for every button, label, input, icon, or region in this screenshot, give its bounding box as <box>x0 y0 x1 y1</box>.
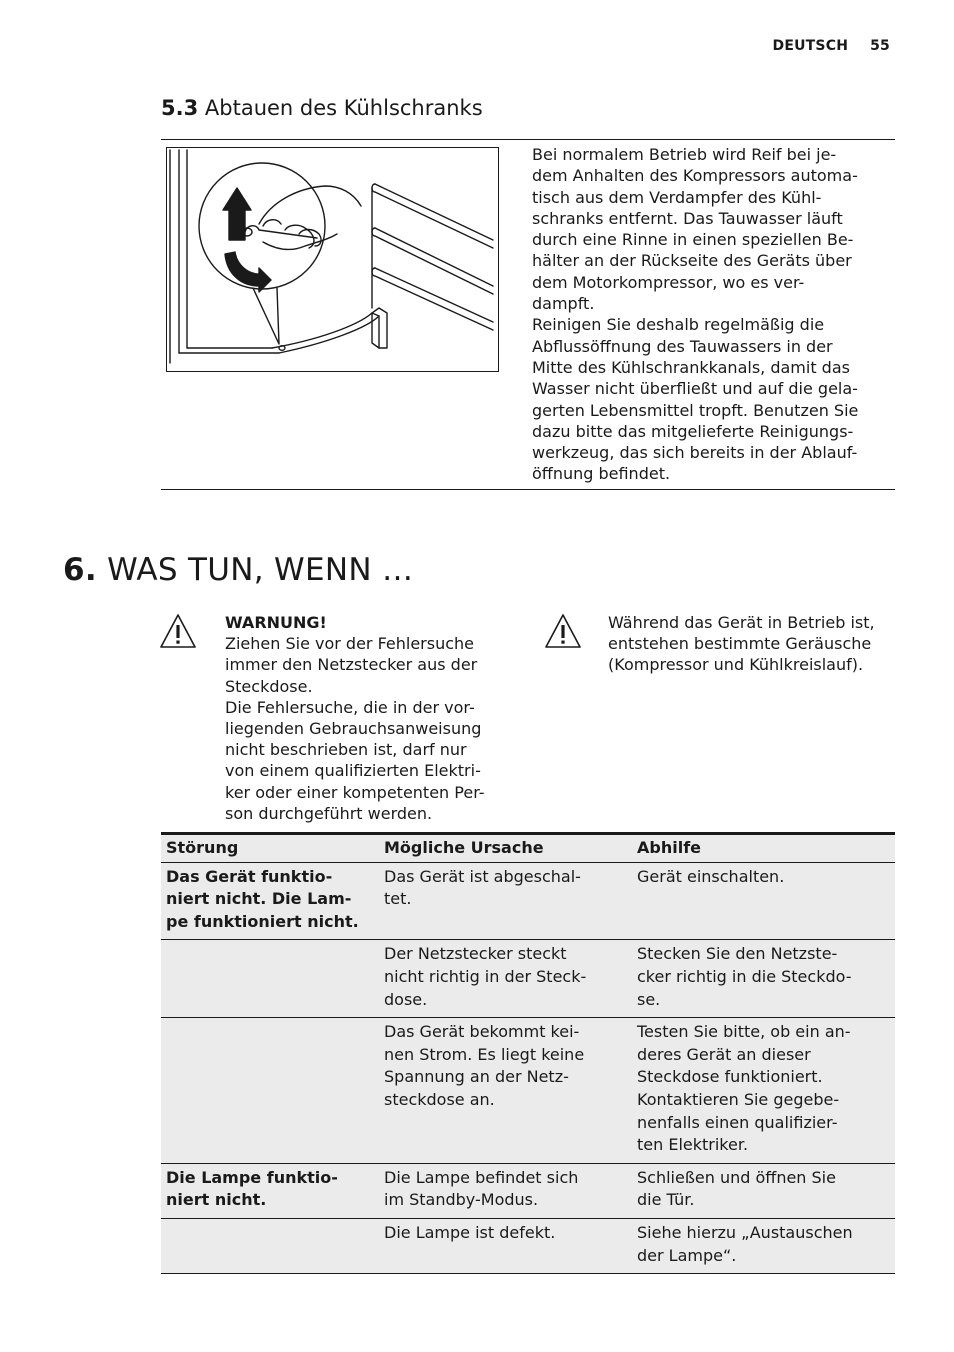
section-line: durch eine Rinne in einen speziellen Be- <box>532 230 854 250</box>
section-line: dazu bitte das mitgelieferte Reinigungs- <box>532 421 854 441</box>
warning-line: liegenden Gebrauchsanweisung <box>225 719 482 739</box>
remedy-cell: Stecken Sie den Netzste- cker richtig in die Steckdo- se. <box>637 944 852 1009</box>
section-line: Mitte des Kühlschrankkanals, damit das <box>532 357 850 377</box>
fault-cell <box>161 1218 379 1273</box>
remedy-cell: Gerät einschalten. <box>637 866 785 886</box>
section-line: dampft. <box>532 294 595 314</box>
section-line: gerten Lebensmittel tropft. Benutzen Sie <box>532 400 859 420</box>
section-line: Bei normalem Betrieb wird Reif bei je- <box>532 145 837 164</box>
warning-right <box>608 612 898 676</box>
warning-line: immer den Netzstecker aus der <box>225 655 478 675</box>
warning-triangle-icon <box>544 613 582 650</box>
section-line: hälter an der Rückseite des Geräts über <box>532 251 852 271</box>
section-line: Abflussöffnung des Tauwassers in der <box>532 336 833 356</box>
table-body <box>161 862 895 1274</box>
section-line: Wasser nicht überfließt und auf die gela- <box>532 379 858 399</box>
cause-cell: Die Lampe befindet sich im Standby-Modus. <box>384 1167 579 1210</box>
fridge-drain-illustration <box>167 148 498 371</box>
section-line: tisch aus dem Verdampfer des Kühl- <box>532 187 822 207</box>
warning-line: von einem qualifizierten Elektri- <box>225 761 481 781</box>
table-row <box>161 1018 895 1164</box>
header-language: DEUTSCH <box>772 38 849 54</box>
warning-line: nicht beschrieben ist, darf nur <box>225 740 467 760</box>
column-header-cause: Mögliche Ursache <box>379 834 632 863</box>
section-line: öffnung befindet. <box>532 464 671 484</box>
section-line: dem Motorkompressor, wo es ver- <box>532 272 805 292</box>
remedy-cell: Siehe hierzu „Austauschen der Lampe“. <box>637 1222 853 1265</box>
section-title <box>161 96 483 120</box>
fault-cell: Die Lampe funktio- niert nicht. <box>166 1167 338 1210</box>
warning-line: Die Fehlersuche, die in der vor- <box>225 697 475 717</box>
section-box <box>161 139 895 490</box>
fault-cell <box>161 1018 379 1164</box>
fault-cell <box>161 940 379 1018</box>
section-line: Reinigen Sie deshalb regelmäßig die <box>532 315 825 335</box>
section-line: dem Anhalten des Kompressors automa- <box>532 166 858 186</box>
section-number: 5.3 <box>161 96 199 120</box>
chapter-title-text: WAS TUN, WENN … <box>107 552 414 588</box>
troubleshooting-table <box>161 832 895 1274</box>
table-row <box>161 862 895 940</box>
table-row <box>161 1218 895 1273</box>
section-title-text: Abtauen des Kühlschranks <box>204 96 483 120</box>
info-line: Während das Gerät in Betrieb ist, <box>608 613 875 632</box>
remedy-cell: Schließen und öffnen Sie die Tür. <box>637 1167 836 1210</box>
cause-cell: Der Netzstecker steckt nicht richtig in der Steck- dose. <box>384 944 587 1009</box>
cause-cell: Das Gerät bekommt kei- nen Strom. Es liegt keine Spannung an der Netz- steckdose an. <box>384 1022 585 1109</box>
info-line: entstehen bestimmte Geräusche <box>608 634 872 654</box>
column-header-fault: Störung <box>161 834 379 863</box>
chapter-number: 6. <box>63 552 97 588</box>
info-line: (Kompressor und Kühlkreislauf). <box>608 655 864 675</box>
table-row <box>161 1163 895 1218</box>
page-header <box>700 38 890 54</box>
page-number: 55 <box>870 38 890 54</box>
chapter-title <box>63 552 413 588</box>
warning-heading: WARNUNG! <box>225 613 327 632</box>
table-header-row <box>161 834 895 863</box>
warning-triangle-icon <box>159 613 197 650</box>
warning-line: Steckdose. <box>225 676 313 696</box>
warning-line: son durchgeführt werden. <box>225 803 433 823</box>
section-line: schranks entfernt. Das Tauwasser läuft <box>532 208 843 228</box>
column-header-remedy: Abhilfe <box>632 834 895 863</box>
cause-cell: Die Lampe ist defekt. <box>384 1222 556 1242</box>
section-line: werkzeug, das sich bereits in der Ablauf- <box>532 443 858 463</box>
warning-line: Ziehen Sie vor der Fehlersuche <box>225 634 475 654</box>
remedy-cell: Testen Sie bitte, ob ein an- deres Gerät an dieser Steckdose funktioniert. Kontaktieren Sie gegebe- nenfalls einen qualifizier- ten Elektriker. <box>637 1022 851 1155</box>
fault-cell: Das Gerät funktio- niert nicht. Die Lam- pe funktioniert nicht. <box>166 866 359 931</box>
table-row <box>161 940 895 1018</box>
section-body <box>532 144 892 485</box>
cause-cell: Das Gerät ist abgeschal- tet. <box>384 866 581 909</box>
defrost-illustration <box>166 147 499 372</box>
warning-left <box>225 612 520 824</box>
warning-line: ker oder einer kompetenten Per- <box>225 782 485 802</box>
